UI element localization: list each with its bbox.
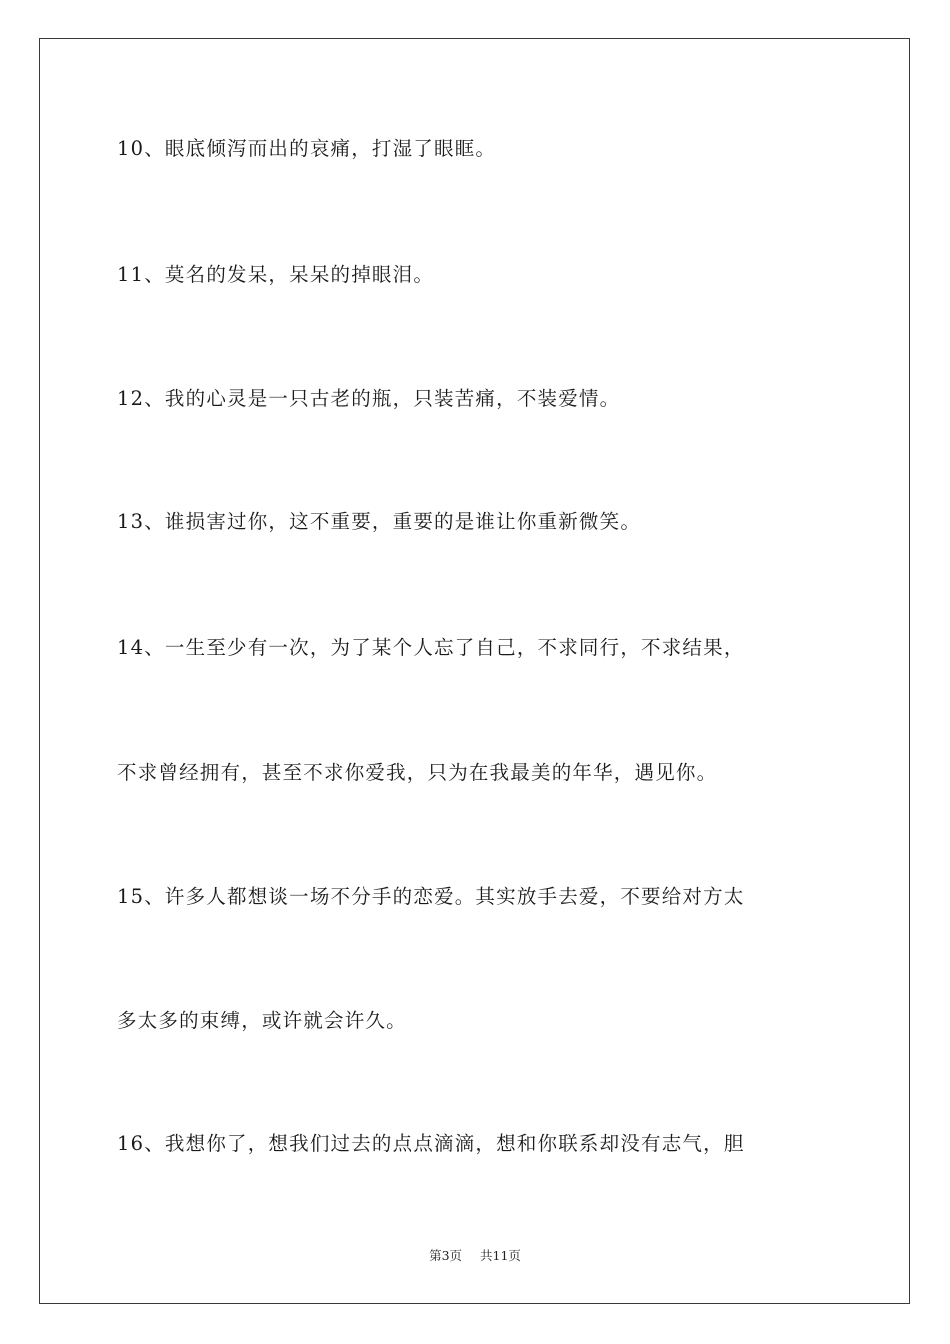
- text-line-11: 11、莫名的发呆，呆呆的掉眼泪。: [117, 263, 435, 286]
- text-line-15: 15、许多人都想谈一场不分手的恋爱。其实放手去爱，不要给对方太: [117, 885, 745, 908]
- page-footer: [0, 1248, 950, 1264]
- text-line-14-cont: 不求曾经拥有，甚至不求你爱我，只为在我最美的年华，遇见你。: [117, 761, 718, 784]
- page-number-current: 第3页: [429, 1248, 463, 1263]
- text-line-15-cont: 多太多的束缚，或许就会许久。: [117, 1009, 407, 1032]
- text-line-13: 13、谁损害过你，这不重要，重要的是谁让你重新微笑。: [117, 510, 642, 533]
- text-line-12: 12、我的心灵是一只古老的瓶，只装苦痛，不装爱情。: [117, 387, 621, 410]
- text-line-10: 10、眼底倾泻而出的哀痛，打湿了眼眶。: [117, 137, 497, 160]
- page-number-total: 共11页: [480, 1248, 521, 1263]
- text-line-14: 14、一生至少有一次，为了某个人忘了自己，不求同行，不求结果，: [117, 636, 745, 659]
- page-border: [39, 38, 910, 1304]
- text-line-16: 16、我想你了，想我们过去的点点滴滴，想和你联系却没有志气，胆: [117, 1132, 745, 1155]
